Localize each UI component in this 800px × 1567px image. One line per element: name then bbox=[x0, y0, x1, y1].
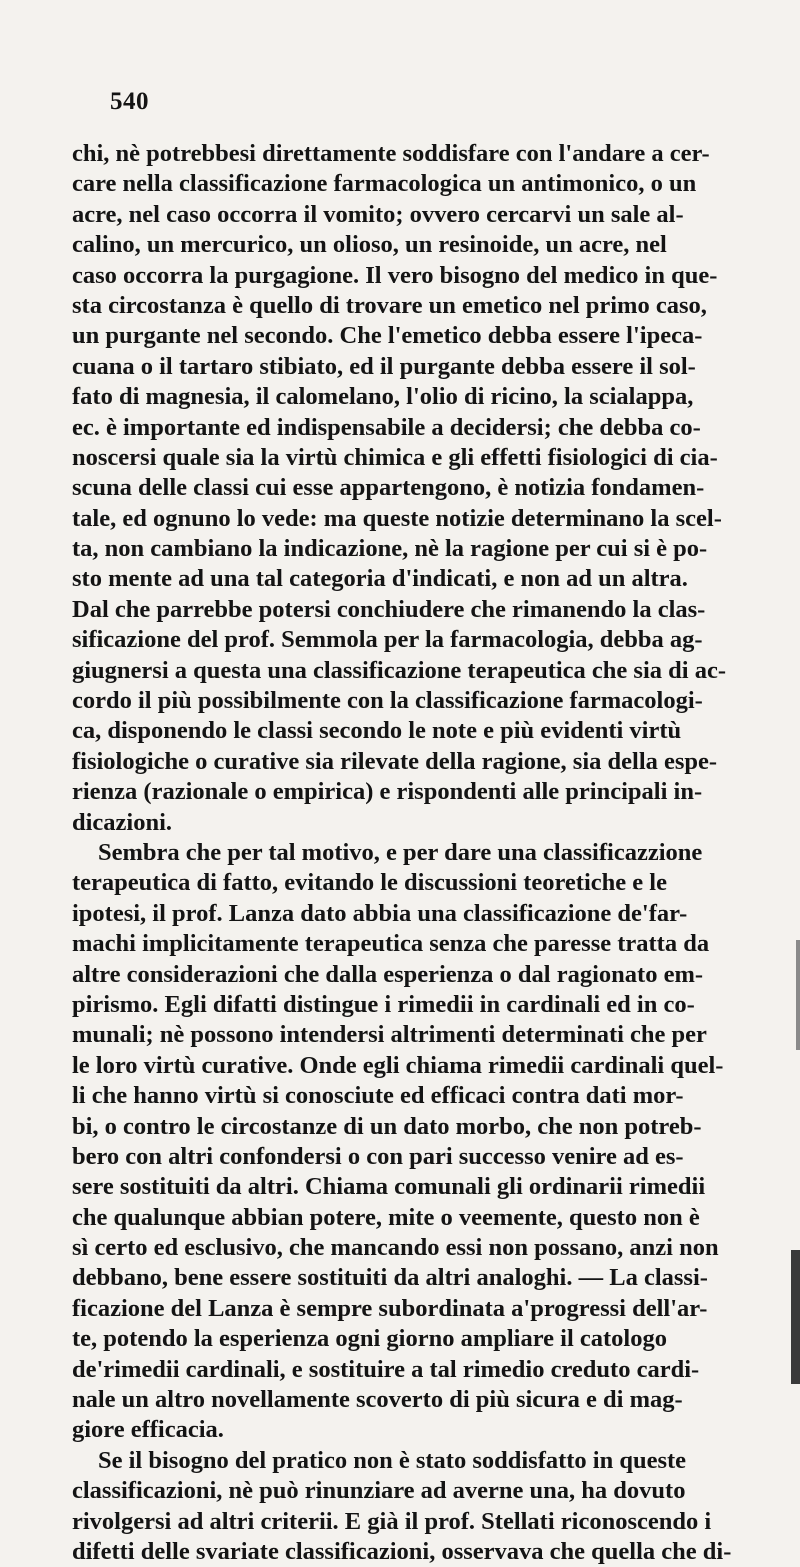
text-line: rienza (razionale o empirica) e rispondenti alle principali in- bbox=[72, 778, 703, 806]
text-line: Dal che parrebbe potersi conchiudere che rimanendo la clas- bbox=[72, 595, 706, 623]
text-line: giugnersi a questa una classificazione terapeutica che sia di ac- bbox=[72, 656, 726, 684]
text-line: sto mente ad una tal categoria d'indicati, e non ad un altra. bbox=[72, 565, 688, 593]
text-line: difetti delle svariate classificazioni, osservava che quella che di- bbox=[72, 1537, 732, 1565]
text-line: chi, nè potrebbesi direttamente soddisfare con l'andare a cer- bbox=[72, 140, 710, 167]
text-line: sificazione del prof. Semmola per la farmacologia, debba ag- bbox=[72, 626, 703, 654]
text-line: bi, o contro le circostanze di un dato morbo, che non potreb- bbox=[72, 1112, 702, 1140]
page-number: 540 bbox=[110, 88, 149, 115]
text-line: ta, non cambiano la indicazione, nè la ragione per cui si è po- bbox=[72, 535, 708, 563]
text-line: terapeutica di fatto, evitando le discussioni teoretiche e le bbox=[72, 869, 667, 897]
text-line: pirismo. Egli difatti distingue i rimedii in cardinali ed in co- bbox=[72, 990, 695, 1018]
text-line: machi implicitamente terapeutica senza che paresse tratta da bbox=[72, 930, 710, 958]
text-line: classificazioni, nè può rinunziare ad averne una, ha dovuto bbox=[72, 1477, 686, 1505]
text-line: dicazioni. bbox=[72, 808, 173, 836]
text-line: ca, disponendo le classi secondo le note e più evidenti virtù bbox=[72, 717, 682, 745]
text-line: calino, un mercurico, un olioso, un resinoide, un acre, nel bbox=[72, 231, 667, 259]
text-line: altre considerazioni che dalla esperienza o dal ragionato em- bbox=[72, 960, 704, 988]
text-line: bero con altri confondersi o con pari successo venire ad es- bbox=[72, 1142, 684, 1170]
text-line: Se il bisogno del pratico non è stato soddisfatto in queste bbox=[98, 1446, 687, 1474]
text-line: tale, ed ognuno lo vede: ma queste notizie determinano la scel- bbox=[72, 504, 722, 532]
text-line: ipotesi, il prof. Lanza dato abbia una classificazione de'far- bbox=[72, 899, 688, 927]
text-line: ec. è importante ed indispensabile a decidersi; che debba co- bbox=[72, 413, 701, 441]
text-line: caso occorra la purgagione. Il vero bisogno del medico in que- bbox=[72, 261, 718, 289]
text-line: care nella classificazione farmacologica un antimonico, o un bbox=[72, 170, 697, 198]
text-line: rivolgersi ad altri criterii. E già il prof. Stellati riconoscendo i bbox=[72, 1507, 712, 1535]
text-line: cuana o il tartaro stibiato, ed il purgante debba essere il sol- bbox=[72, 352, 696, 380]
text-line: de'rimedii cardinali, e sostituire a tal rimedio creduto cardi- bbox=[72, 1355, 700, 1383]
text-line: debbano, bene essere sostituiti da altri analoghi. — La classi- bbox=[72, 1264, 708, 1292]
text-line: fisiologiche o curative sia rilevate della ragione, sia della espe- bbox=[72, 747, 718, 775]
text-line: sere sostituiti da altri. Chiama comunali gli ordinarii rimedii bbox=[72, 1173, 706, 1201]
text-line: munali; nè possono intendersi altrimenti determinati che per bbox=[72, 1021, 707, 1049]
text-line: scuna delle classi cui esse appartengono, è notizia fondamen- bbox=[72, 474, 705, 502]
text-line: nale un altro novellamente scoverto di più sicura e di mag- bbox=[72, 1386, 683, 1414]
text-line: noscersi quale sia la virtù chimica e gli effetti fisiologici di cia- bbox=[72, 443, 718, 471]
text-line: sì certo ed esclusivo, che mancando essi non possano, anzi non bbox=[72, 1234, 719, 1262]
text-line: le loro virtù curative. Onde egli chiama rimedii cardinali quel- bbox=[72, 1051, 724, 1079]
text-line: acre, nel caso occorra il vomito; ovvero cercarvi un sale al- bbox=[72, 200, 684, 228]
text-line: Sembra che per tal motivo, e per dare una classificazzione bbox=[98, 838, 703, 866]
text-line: ficazione del Lanza è sempre subordinata a'progressi dell'ar- bbox=[72, 1294, 708, 1322]
page-edge-shadow bbox=[796, 940, 800, 1050]
text-line: che qualunque abbian potere, mite o veemente, questo non è bbox=[72, 1203, 700, 1231]
text-line: un purgante nel secondo. Che l'emetico debba essere l'ipeca- bbox=[72, 322, 703, 350]
text-line: fato di magnesia, il calomelano, l'olio di ricino, la scialappa, bbox=[72, 383, 694, 411]
text-line: sta circostanza è quello di trovare un emetico nel primo caso, bbox=[72, 291, 707, 319]
text-line: cordo il più possibilmente con la classificazione farmacologi- bbox=[72, 687, 703, 715]
text-line: giore efficacia. bbox=[72, 1416, 224, 1444]
text-line: li che hanno virtù si conosciute ed efficaci contra dati mor- bbox=[72, 1082, 684, 1110]
page-edge-shadow bbox=[791, 1250, 800, 1384]
body-text bbox=[72, 139, 740, 1567]
text-line: te, potendo la esperienza ogni giorno ampliare il catologo bbox=[72, 1325, 667, 1353]
